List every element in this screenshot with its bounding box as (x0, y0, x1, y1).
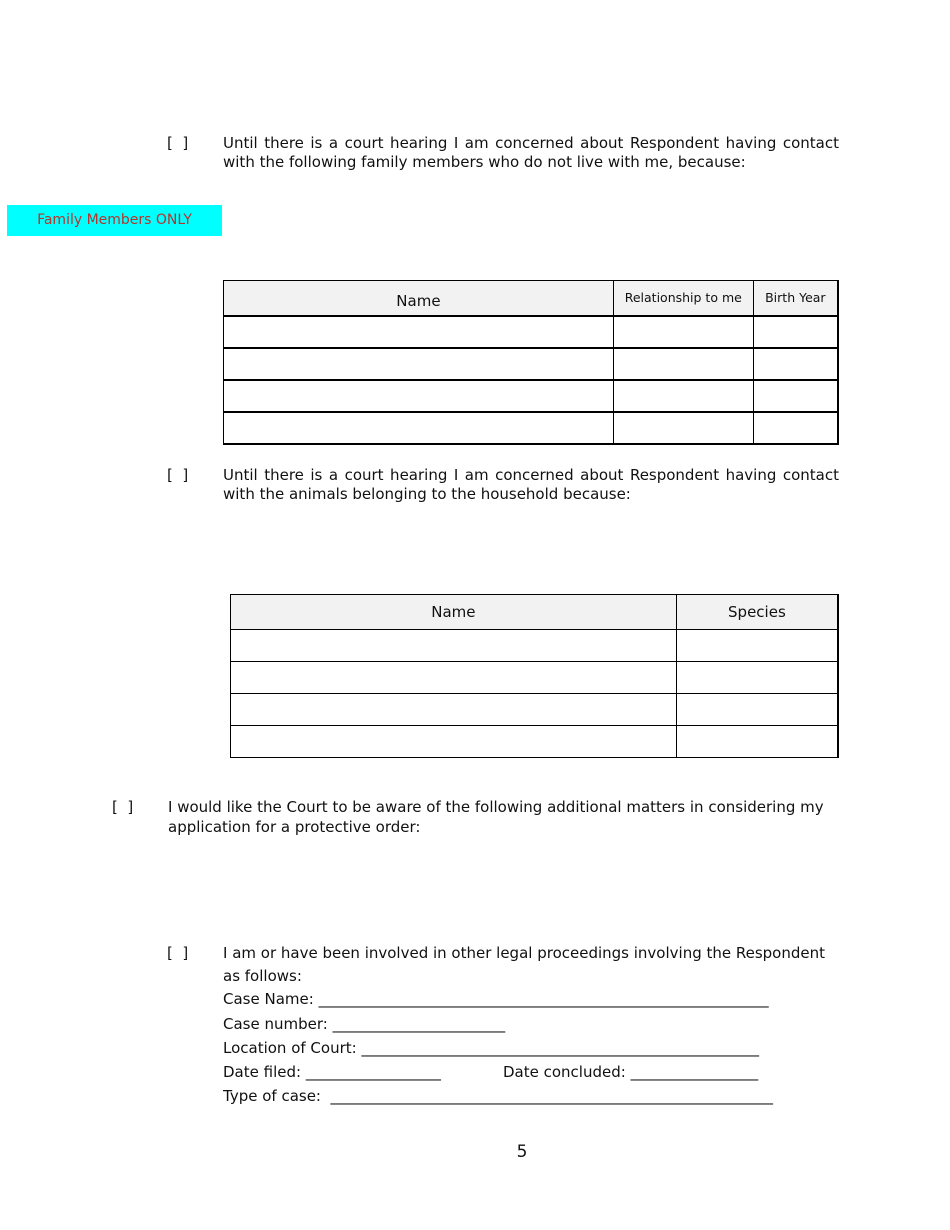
family-text-line2: with the following family members who do not live with me, because: (223, 153, 746, 171)
family-col-birth-year: Birth Year (753, 281, 838, 316)
checkbox-family[interactable]: [ ] (167, 134, 189, 152)
animals-cell-name[interactable] (231, 726, 677, 758)
case-number-blank[interactable]: _______________________ (332, 1015, 506, 1033)
animals-cell-species[interactable] (676, 662, 838, 694)
family-cell-birth-year[interactable] (753, 380, 838, 412)
proceedings-text-line2: as follows: (223, 967, 302, 985)
location-field[interactable] (223, 1036, 759, 1060)
location-blank[interactable]: _____________________________________________________ (361, 1039, 759, 1057)
type-of-case-blank[interactable]: ___________________________________________________________ (330, 1087, 774, 1105)
animals-table (230, 594, 839, 758)
table-row (231, 662, 839, 694)
table-row (231, 726, 839, 758)
family-cell-birth-year[interactable] (753, 348, 838, 380)
date-concluded-field[interactable] (503, 1060, 758, 1084)
date-filed-blank[interactable]: __________________ (305, 1063, 441, 1081)
date-filed-label: Date filed: (223, 1063, 302, 1081)
family-text-line1: Until there is a court hearing I am concerned about Respondent having contact (223, 134, 839, 152)
animals-col-name: Name (231, 595, 677, 630)
case-name-blank[interactable]: ____________________________________________________________ (318, 990, 769, 1008)
case-number-label: Case number: (223, 1015, 328, 1033)
date-concluded-blank[interactable]: _________________ (630, 1063, 759, 1081)
case-name-label: Case Name: (223, 990, 314, 1008)
animals-cell-name[interactable] (231, 694, 677, 726)
date-filed-field[interactable] (223, 1060, 441, 1084)
proceedings-text-line1: I am or have been involved in other legal proceedings involving the Respondent (223, 944, 826, 962)
checkbox-additional[interactable]: [ ] (112, 798, 134, 816)
date-concluded-label: Date concluded: (503, 1063, 626, 1081)
table-row (231, 630, 839, 662)
family-members-only-label: Family Members ONLY (7, 205, 222, 236)
family-cell-relationship[interactable] (613, 316, 753, 348)
table-row (224, 412, 839, 444)
additional-text-line1: I would like the Court to be aware of the following additional matters in considering my (168, 798, 824, 816)
type-of-case-field[interactable] (223, 1084, 773, 1108)
case-name-field[interactable] (223, 987, 769, 1011)
animals-text-line2: with the animals belonging to the household because: (223, 485, 631, 503)
table-row (224, 348, 839, 380)
table-row (224, 316, 839, 348)
animals-cell-species[interactable] (676, 630, 838, 662)
family-cell-name[interactable] (224, 348, 614, 380)
animals-cell-species[interactable] (676, 726, 838, 758)
type-of-case-label: Type of case: (223, 1087, 321, 1105)
animals-col-species: Species (676, 595, 838, 630)
family-members-table (223, 280, 839, 445)
family-cell-name[interactable] (224, 316, 614, 348)
animals-text-line1: Until there is a court hearing I am concerned about Respondent having contact (223, 466, 839, 484)
family-cell-relationship[interactable] (613, 380, 753, 412)
checkbox-proceedings[interactable]: [ ] (167, 944, 189, 962)
table-row (231, 694, 839, 726)
family-cell-birth-year[interactable] (753, 316, 838, 348)
family-col-relationship: Relationship to me (613, 281, 753, 316)
family-col-name: Name (224, 281, 614, 316)
table-row (224, 380, 839, 412)
animals-cell-name[interactable] (231, 662, 677, 694)
family-cell-relationship[interactable] (613, 348, 753, 380)
animals-cell-name[interactable] (231, 630, 677, 662)
page-number: 5 (516, 1142, 528, 1162)
additional-text-line2: application for a protective order: (168, 818, 421, 836)
family-cell-name[interactable] (224, 380, 614, 412)
checkbox-animals[interactable]: [ ] (167, 466, 189, 484)
location-label: Location of Court: (223, 1039, 357, 1057)
animals-cell-species[interactable] (676, 694, 838, 726)
family-cell-birth-year[interactable] (753, 412, 838, 444)
case-number-field[interactable] (223, 1012, 505, 1036)
family-cell-name[interactable] (224, 412, 614, 444)
family-cell-relationship[interactable] (613, 412, 753, 444)
